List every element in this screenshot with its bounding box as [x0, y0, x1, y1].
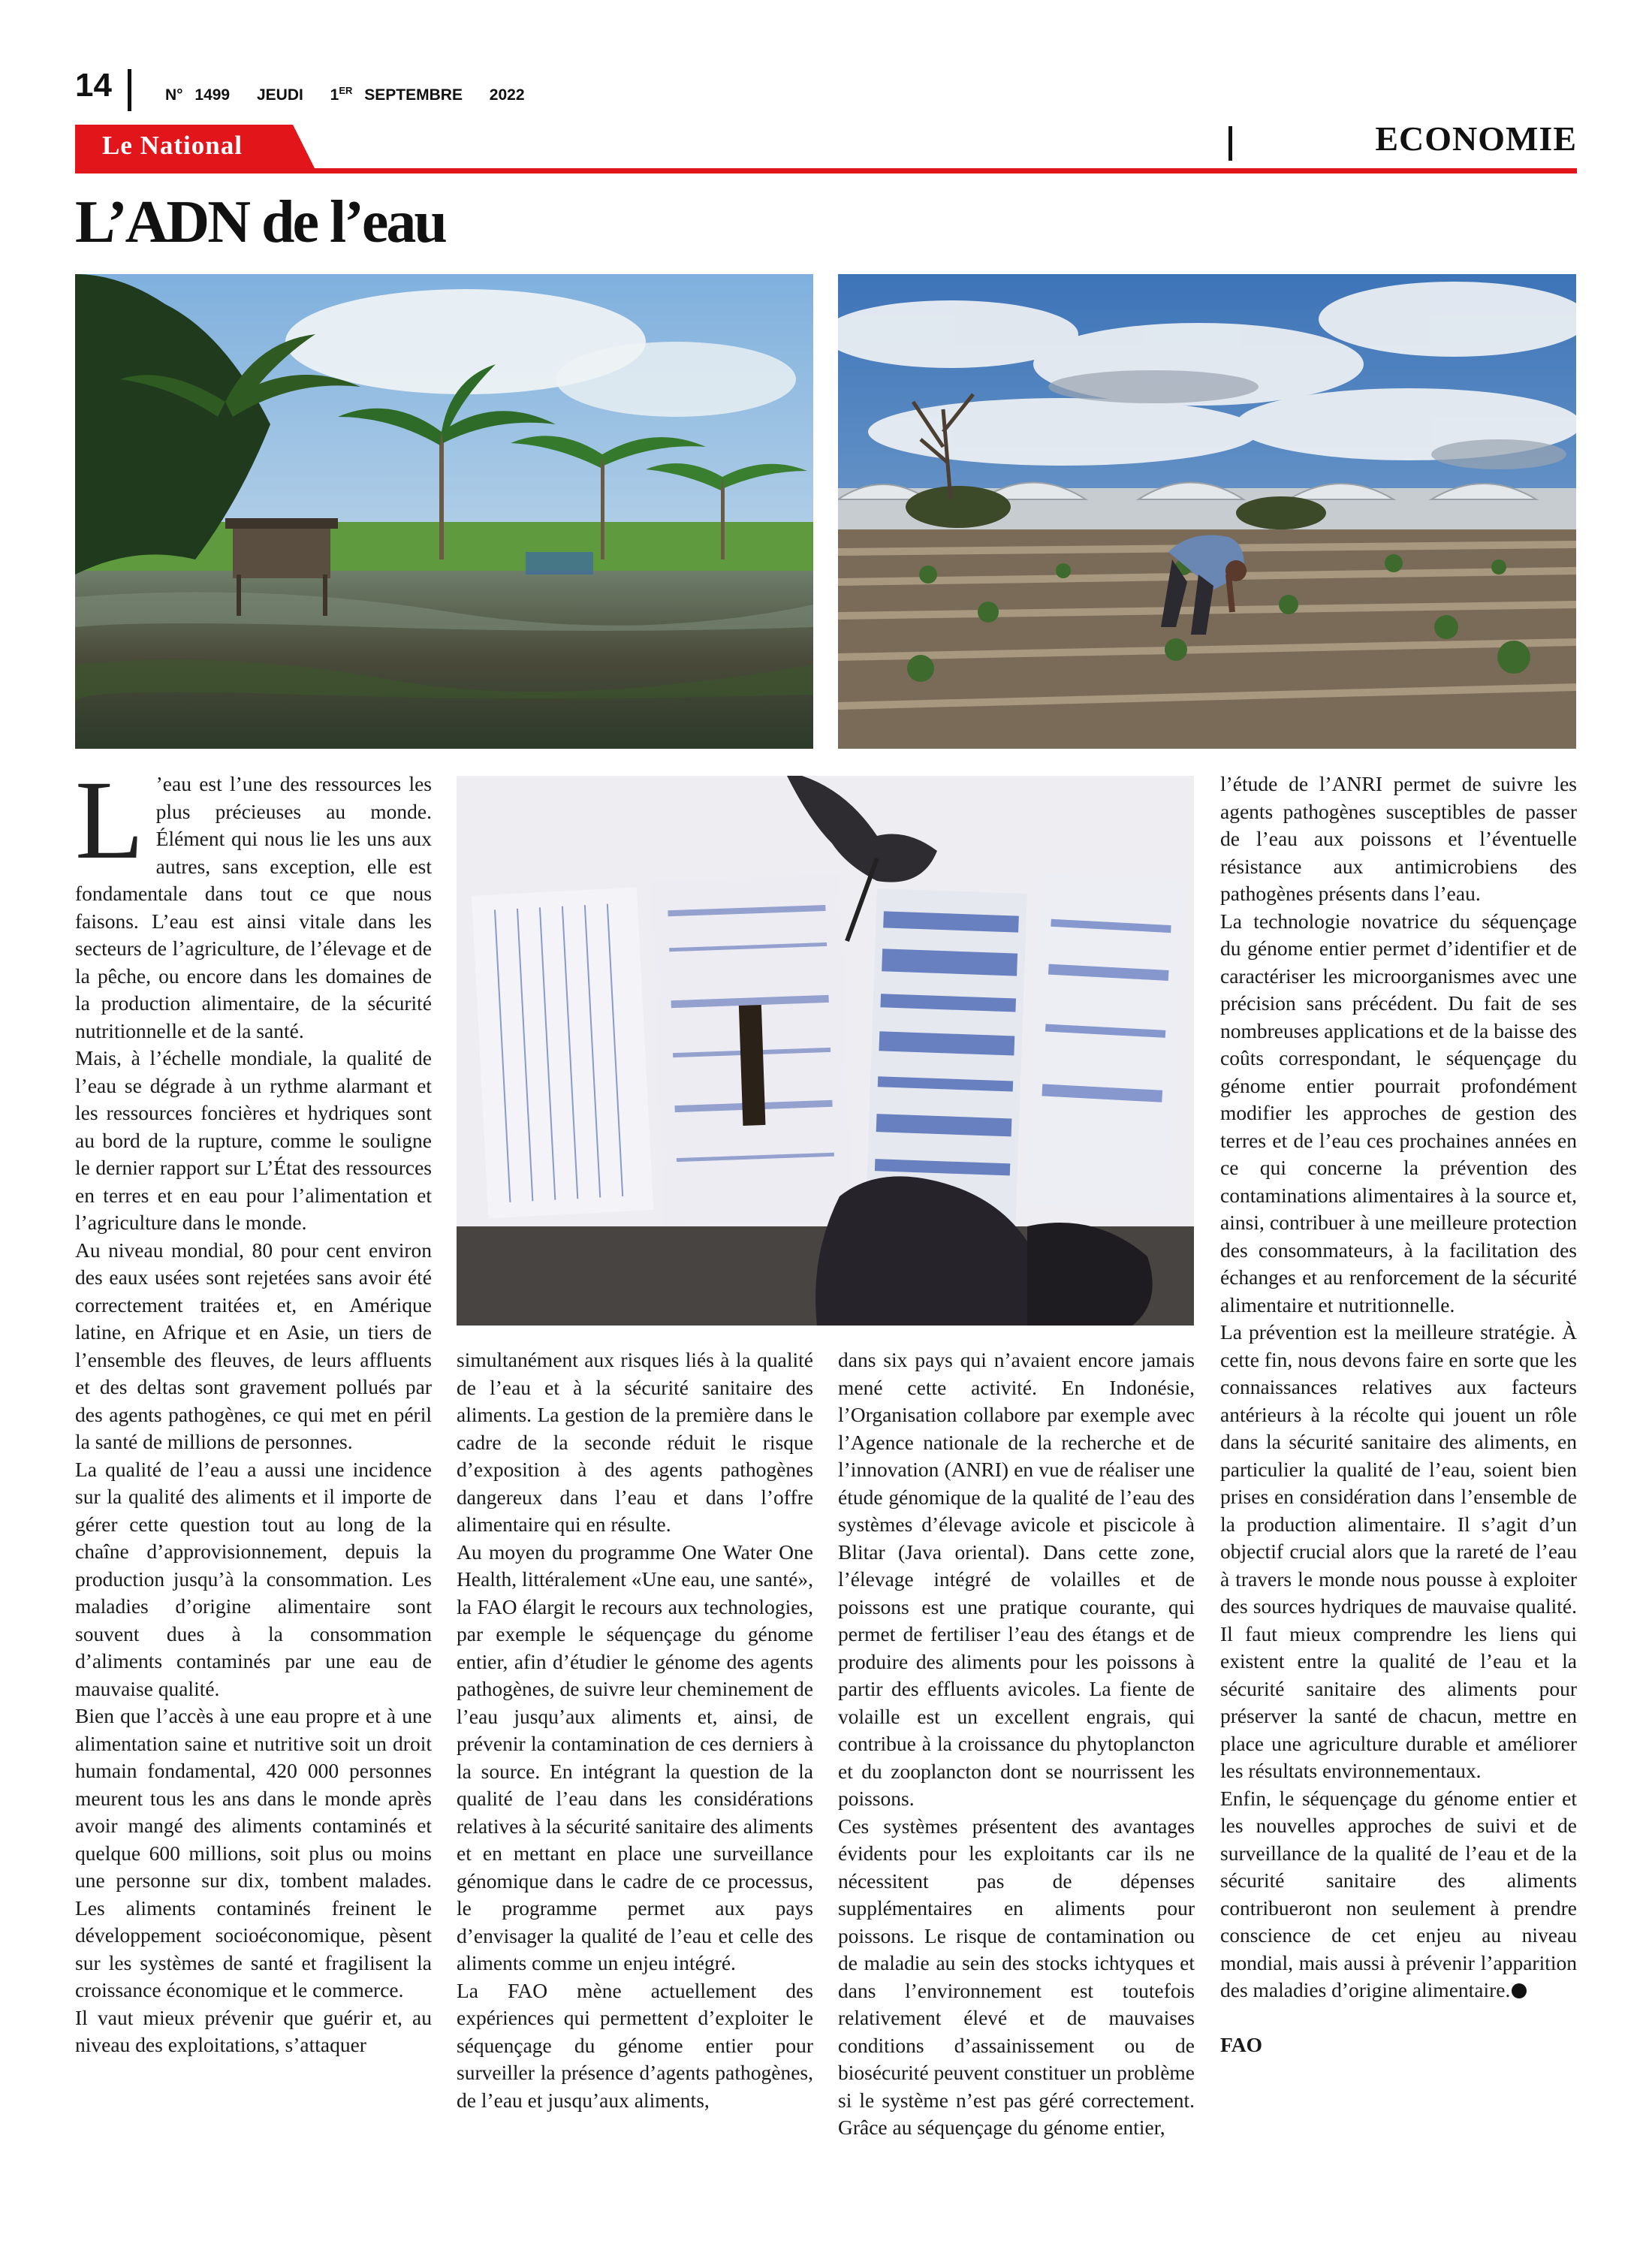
brand-banner	[75, 125, 315, 170]
end-mark-icon	[1512, 1983, 1527, 1998]
issue-number: N° 1499	[165, 86, 231, 104]
paragraph: Au moyen du programme One Water One Health, littéralement «Une eau, une santé», la FAO élargit le recours aux technologies, par exemple le séquençage du génome entier, afin d’étudier le génome des agents pathogènes, de suivre leur cheminement de l’eau jusqu’aux aliments et, ainsi, de prévenir la contamination de ces derniers à la source. En intégrant la question de la qualité de l’eau dans les considérations relatives à la sécurité sanitaire des aliments et en mettant en place une surveillance génomique dans le cadre de ce processus, le programme permet aux pays d’envisager la qualité de l’eau et celle des aliments comme un enjeu intégré.	[457, 1540, 813, 1974]
brand-name: Le National	[102, 131, 243, 160]
photo-palm-pond	[75, 274, 813, 749]
drop-cap: L	[75, 758, 144, 882]
issue-year: 2022	[489, 86, 525, 104]
date-month: SEPTEMBRE	[364, 86, 463, 104]
issue-date	[330, 86, 463, 104]
article-title: L’ADN de l’eau	[75, 189, 445, 255]
paragraph: Bien que l’accès à une eau propre et à une alimentation saine et nutritive soit un droit humain fondamental, 420 000 personnes meurent tous les ans dans le monde après avoir mangé des aliments contaminés et quelque 600 millions, soit plus ou moins une personne sur dix, tombent malades. Les aliments contaminés freinent le développement socioéconomique, pèsent sur les systèmes de santé et fragilisent la croissance économique et le commerce.	[75, 1704, 432, 2001]
closing-paragraph-text: Enfin, le séquençage du génome entier et les nouvelles approches de suivi et de surveillance de la qualité de l’eau et de la sécurité sanitaire des aliments contribueront non seulement à prendre conscience de cet enjeu au niveau mondial, mais aussi à prévenir l’apparition des maladies d’origine alimentaire.	[1220, 1786, 1577, 2001]
lead-paragraph	[75, 758, 432, 1045]
photo-farmer-field	[838, 274, 1576, 749]
page-number-divider	[128, 69, 131, 111]
paragraph: La FAO mène actuellement des expériences qui permettent d’exploiter le séquençage du génome entier pour surveiller la présence d’agents pathogènes, de l’eau et jusqu’aux aliments,	[457, 1978, 813, 2112]
closing-paragraph	[1220, 1785, 1577, 2004]
paragraph: La prévention est la meilleure stratégie. À cette fin, nous devons faire en sorte que les connaissances relatives aux facteurs antérieurs à la récolte qui jouent un rôle dans la sécurité sanitaire des aliments, en particulier la qualité de l’eau, soient bien prises en considération dans l’ensemble de la production alimentaire. Il s’agit d’un objectif crucial alors que la rareté de l’eau à travers le monde nous pousse à exploiter des sources hydriques de mauvaise qualité. Il faut mieux comprendre les liens qui existent entre la qualité de l’eau et la sécurité sanitaire des aliments pour préserver la santé de chacun, mettre en place une agriculture durable et améliorer les résultats environnementaux.	[1220, 1320, 1577, 1782]
paragraph: Au niveau mondial, 80 pour cent environ des eaux usées sont rejetées sans avoir été correctement traitées et, en Amérique latine, en Afrique et en Asie, un tiers de l’ensemble des fleuves, de leurs affluents et des deltas sont gravement pollués par des agents pathogènes, ce qui met en péril la santé de millions de personnes.	[75, 1238, 432, 1453]
paragraph: Mais, à l’échelle mondiale, la qualité de l’eau se dégrade à un rythme alarmant et les ressources foncières et hydriques sont au bord de la rupture, comme le souligne le dernier rapport sur L’État des ressources en terres et en eau pour l’alimentation et l’agriculture dans le monde.	[75, 1046, 432, 1234]
paragraph: simultanément aux risques liés à la qualité de l’eau et à la sécurité sanitaire des aliments. La gestion de la première dans le cadre de la seconde réduit le risque d’exposition à des agents pathogènes dangereux dans l’eau et dans l’offre alimentaire qui en résulte.	[457, 1348, 813, 1536]
header-rule	[75, 168, 1577, 173]
article-column-1	[75, 758, 432, 2059]
issue-info	[165, 85, 540, 104]
paragraph: La qualité de l’eau a aussi une incidence sur la qualité des aliments et il importe de gérer cette question tout au long de la chaîne d’approvisionnement, depuis la production jusqu’à la consommation. Les maladies d’origine alimentaire sont souvent dues à la consommation d’aliments contaminés par une eau de mauvaise qualité.	[75, 1457, 432, 1700]
date-suffix: ER	[339, 85, 353, 96]
section-title: ECONOMIE	[1375, 119, 1577, 158]
paragraph: La technologie novatrice du séquençage du génome entier permet d’identifier et de caractériser les microorganismes avec une précision sans précédent. Du fait de ses nombreuses applications et de la baisse des coûts correspondant, le séquençage du génome entier pourrait profondément modifier les approches de gestion des terres et de l’eau ces prochaines années en ce qui concerne la prévention des contaminations alimentaires à la source et, ainsi, contribuer à une meilleure protection des consommateurs, à la facilitation des échanges et au renforcement de la sécurité alimentaire et nutritionnelle.	[1220, 909, 1578, 1317]
photo-dna-sequencing	[457, 776, 1194, 1326]
paragraph: Ces systèmes présentent des avantages évidents pour les exploitants car ils ne nécessitent pas de dépenses supplémentaires en aliments pour poissons. Le risque de contamination ou de maladie au sein des stocks ichtyques et dans l’environnement est toutefois relativement élevé et de mauvaises conditions d’assainissement ou de biosécurité peuvent constituer un problème si le système n’est pas géré correctement. Grâce au séquençage du génome entier,	[838, 1814, 1195, 2139]
article-column-4	[1220, 771, 1577, 2058]
date-number: 1	[330, 86, 339, 104]
paragraph: dans six pays qui n’avaient encore jamais mené cette activité. En Indonésie, l’Organisation collabore par exemple avec l’Agence nationale de la recherche et de l’innovation (ANRI) en vue de réaliser une étude génomique de la qualité de l’eau des systèmes d’élevage avicole et piscicole à Blitar (Java oriental). Dans cette zone, l’élevage intégré de volailles et de poissons est une pratique courante, qui permet de fertiliser l’eau des étangs et de produire des aliments pour les poissons à partir des effluents avicoles. La fiente de volaille est un excellent engrais, qui contribue à la croissance du phytoplancton et du zooplancton dont se nourrissent les poissons.	[838, 1348, 1195, 1810]
section-divider	[1228, 126, 1232, 161]
issue-day: JEUDI	[256, 86, 303, 104]
article-signature: FAO	[1220, 2032, 1263, 2056]
page-number: 14	[75, 67, 112, 104]
article-column-3	[838, 1347, 1195, 2142]
paragraph: l’étude de l’ANRI permet de suivre les agents pathogènes susceptibles de passer de l’eau aux poissons et l’éventuelle résistance aux antimicrobiens des pathogènes présents dans l’eau.	[1220, 772, 1577, 905]
lead-paragraph-text: ’eau est l’une des ressources les plus précieuses au monde. Élément qui nous lie les uns aux autres, sans exception, elle est fondamentale dans tout ce que nous faisons. L’eau est ainsi vitale dans les secteurs de l’agriculture, de l’élevage et de la pêche, ou encore dans les domaines de la production alimentaire, de la sécurité nutritionnelle et de la santé.	[75, 772, 432, 1042]
paragraph: Il vaut mieux prévenir que guérir et, au niveau des exploitations, s’attaquer	[75, 2005, 432, 2056]
article-column-2	[457, 1347, 813, 2114]
